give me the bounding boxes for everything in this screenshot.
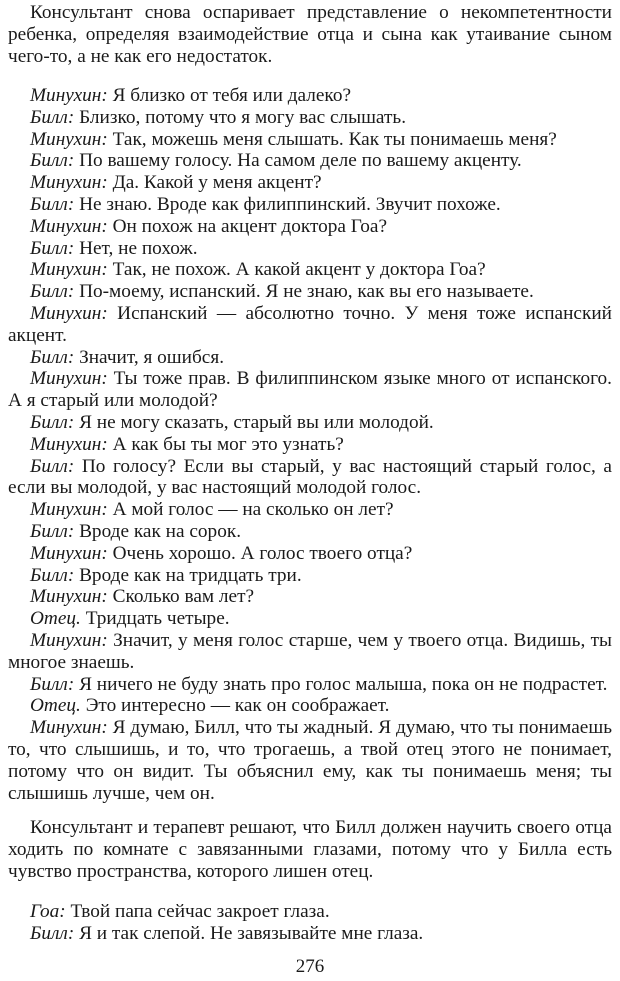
line-text: Значит, я ошибся. xyxy=(74,346,225,368)
line-text: Так, не похож. А какой акцент у доктора Гоа? xyxy=(107,259,486,281)
line-text: Близко, потому что я могу вас слышать. xyxy=(74,106,407,128)
line-text: По голосу? Если вы старый, у вас настоящий старый голос, а если вы молодой, у вас настоящий молодой голос. xyxy=(8,455,612,499)
dialogue-line xyxy=(8,129,612,151)
line-text: Не знаю. Вроде как филиппинский. Звучит похоже. xyxy=(74,193,501,215)
line-text: Я и так слепой. Не завязывайте мне глаза. xyxy=(74,922,424,944)
speaker-name: Минухин: xyxy=(30,499,108,521)
speaker-name: Минухин: xyxy=(30,433,108,455)
speaker-name: Билл: xyxy=(30,411,75,433)
dialogue-line xyxy=(8,347,612,369)
speaker-name: Билл: xyxy=(30,520,75,542)
line-text: А как бы ты мог это узнать? xyxy=(107,433,344,455)
speaker-name: Минухин: xyxy=(30,629,108,651)
dialogue-line xyxy=(8,303,612,347)
speaker-name: Билл: xyxy=(30,922,75,944)
dialogue-line xyxy=(8,194,612,216)
dialogue-line xyxy=(8,434,612,456)
dialogue-line xyxy=(8,674,612,696)
line-text: Испанский — абсолютно точно. У меня тоже испанский акцент. xyxy=(8,302,612,346)
dialogue-line xyxy=(8,172,612,194)
dialogue-line xyxy=(8,412,612,434)
line-text: По-моему, испанский. Я не знаю, как вы его называете. xyxy=(74,281,534,303)
dialogue-line xyxy=(8,499,612,521)
speaker-name: Минухин: xyxy=(30,542,108,564)
dialogue-line xyxy=(8,565,612,587)
line-text: Я близко от тебя или далеко? xyxy=(107,85,352,106)
paragraph-text: Консультант и терапевт решают, что Билл должен научить своего отца ходить по комнате с завязанными глазами, потому что у Билла есть чувство пространства, которого лишен отец. xyxy=(8,817,612,882)
line-text: Вроде как на сорок. xyxy=(74,520,242,542)
speaker-name: Билл: xyxy=(30,455,75,477)
speaker-name: Минухин: xyxy=(30,368,108,390)
speaker-name: Минухин: xyxy=(30,128,108,150)
dialogue-line xyxy=(8,368,612,412)
line-text: Сколько вам лет? xyxy=(107,586,255,608)
speaker-name: Билл: xyxy=(30,564,75,586)
speaker-name: Отец. xyxy=(30,608,81,630)
speaker-name: Билл: xyxy=(30,346,75,368)
speaker-name: Билл: xyxy=(30,281,75,303)
dialogue-line xyxy=(8,586,612,608)
dialogue-line xyxy=(8,216,612,238)
speaker-name: Минухин: xyxy=(30,85,108,106)
speaker-name: Билл: xyxy=(30,673,75,695)
intro-paragraph xyxy=(8,2,612,67)
speaker-name: Билл: xyxy=(30,150,75,172)
dialogue-line xyxy=(8,107,612,129)
speaker-name: Минухин: xyxy=(30,717,108,739)
speaker-name: Минухин: xyxy=(30,586,108,608)
line-text: Тридцать четыре. xyxy=(80,608,230,630)
dialogue-line xyxy=(8,281,612,303)
dialogue-line xyxy=(8,923,612,945)
speaker-name: Минухин: xyxy=(30,215,108,237)
speaker-name: Минухин: xyxy=(30,302,108,324)
page-number: 276 xyxy=(295,956,325,977)
speaker-name: Гоа: xyxy=(30,901,66,922)
dialogue-block-2 xyxy=(8,901,612,945)
line-text: Нет, не похож. xyxy=(74,237,198,259)
paragraph-text: Консультант снова оспаривает представление о некомпетентности ребенка, определяя взаимодействие отца и сына как утаивание сыном чего-то, а не как его недостаток. xyxy=(8,2,612,67)
line-text: Он похож на акцент доктора Гоа? xyxy=(107,215,388,237)
line-text: Я ничего не буду знать про голос малыша, пока он не подрастет. xyxy=(74,673,608,695)
speaker-name: Минухин: xyxy=(30,259,108,281)
dialogue-line xyxy=(8,85,612,107)
dialogue-line xyxy=(8,543,612,565)
speaker-name: Отец. xyxy=(30,695,81,717)
line-text: Твой папа сейчас закроет глаза. xyxy=(65,901,330,922)
dialogue-line xyxy=(8,521,612,543)
dialogue-line xyxy=(8,695,612,717)
speaker-name: Минухин: xyxy=(30,172,108,194)
middle-paragraph xyxy=(8,817,612,882)
speaker-name: Билл: xyxy=(30,106,75,128)
dialogue-line xyxy=(8,238,612,260)
speaker-name: Билл: xyxy=(30,193,75,215)
dialogue-line xyxy=(8,608,612,630)
dialogue-line xyxy=(8,150,612,172)
line-text: Вроде как на тридцать три. xyxy=(74,564,302,586)
line-text: Так, можешь меня слышать. Как ты понимаешь меня? xyxy=(107,128,557,150)
line-text: Это интересно — как он соображает. xyxy=(80,695,390,717)
line-text: Да. Какой у меня акцент? xyxy=(107,172,322,194)
line-text: По вашему голосу. На самом деле по вашему акценту. xyxy=(74,150,522,172)
dialogue-line xyxy=(8,259,612,281)
line-text: А мой голос — на сколько он лет? xyxy=(107,499,394,521)
speaker-name: Билл: xyxy=(30,237,75,259)
dialogue-block-1 xyxy=(8,85,612,804)
dialogue-line xyxy=(8,901,612,923)
dialogue-line xyxy=(8,717,612,804)
line-text: Ты тоже прав. В филиппинском языке много от испанского. А я старый или молодой? xyxy=(8,368,612,412)
line-text: Я не могу сказать, старый вы или молодой. xyxy=(74,411,434,433)
line-text: Значит, у меня голос старше, чем у твоего отца. Видишь, ты многое знаешь. xyxy=(8,629,612,673)
dialogue-line xyxy=(8,456,612,500)
line-text: Я думаю, Билл, что ты жадный. Я думаю, что ты понимаешь то, что слышишь, и то, что трогаешь, а твой отец этого не понимает, потому что он видит. Ты объяснил ему, как ты понимаешь меня; ты слышишь лучше, чем он. xyxy=(8,717,612,804)
dialogue-line xyxy=(8,630,612,674)
line-text: Очень хорошо. А голос твоего отца? xyxy=(107,542,413,564)
